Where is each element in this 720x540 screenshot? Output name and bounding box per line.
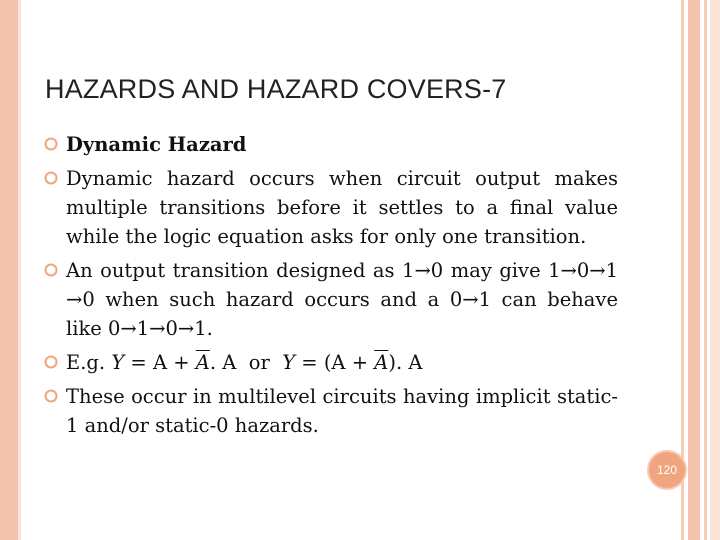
- bullet-circle-icon: [44, 137, 58, 151]
- equation-separator: or: [236, 351, 283, 374]
- bullet-circle-icon: [44, 389, 58, 403]
- right-frame-stripe-2: [704, 0, 707, 540]
- bullet-text: These occur in multilevel circuits having implicit static-1 and/or static-0 hazards.: [66, 385, 618, 437]
- bullet-circle-icon: [44, 263, 58, 277]
- example-prefix: E.g.: [66, 351, 112, 374]
- bullet-item: [44, 256, 618, 343]
- page-number-badge: 120: [649, 452, 685, 488]
- bullet-list: [44, 130, 618, 440]
- bullet-circle-icon: [44, 355, 58, 369]
- equation-2-tail: ). A: [388, 351, 423, 374]
- left-frame-stripe: [18, 0, 21, 540]
- equation-2-rest: = (A +: [295, 351, 375, 374]
- equation-1-complement: $\overline{A}$: [195, 351, 210, 374]
- bullet-item: [44, 382, 618, 440]
- equation-1-lhs: Y: [111, 351, 125, 374]
- right-frame-edge: [710, 0, 720, 540]
- bullet-text: An output transition designed as 1→0 may give 1→0→1 →0 when such hazard occurs and a 0→1 can behave like 0→1→0→1.: [66, 259, 618, 340]
- right-frame-bar: [688, 0, 700, 540]
- bullet-item: [44, 164, 618, 251]
- bullet-item: [44, 130, 618, 159]
- bullet-text: Dynamic Hazard: [66, 133, 247, 156]
- bullet-item: [44, 348, 618, 377]
- equation-1-rest: = A +: [124, 351, 196, 374]
- slide-title: HAZARDS AND HAZARD COVERS-7: [45, 74, 507, 104]
- left-frame-bar: [0, 0, 18, 540]
- bullet-circle-icon: [44, 171, 58, 185]
- bullet-text: Dynamic hazard occurs when circuit output makes multiple transitions before it settles to a final value while the logic equation asks for only one transition.: [66, 167, 618, 248]
- equation-1-tail: . A: [209, 351, 237, 374]
- equation-2-lhs: Y: [282, 351, 296, 374]
- equation-2-complement: $\overline{A}$: [374, 351, 389, 374]
